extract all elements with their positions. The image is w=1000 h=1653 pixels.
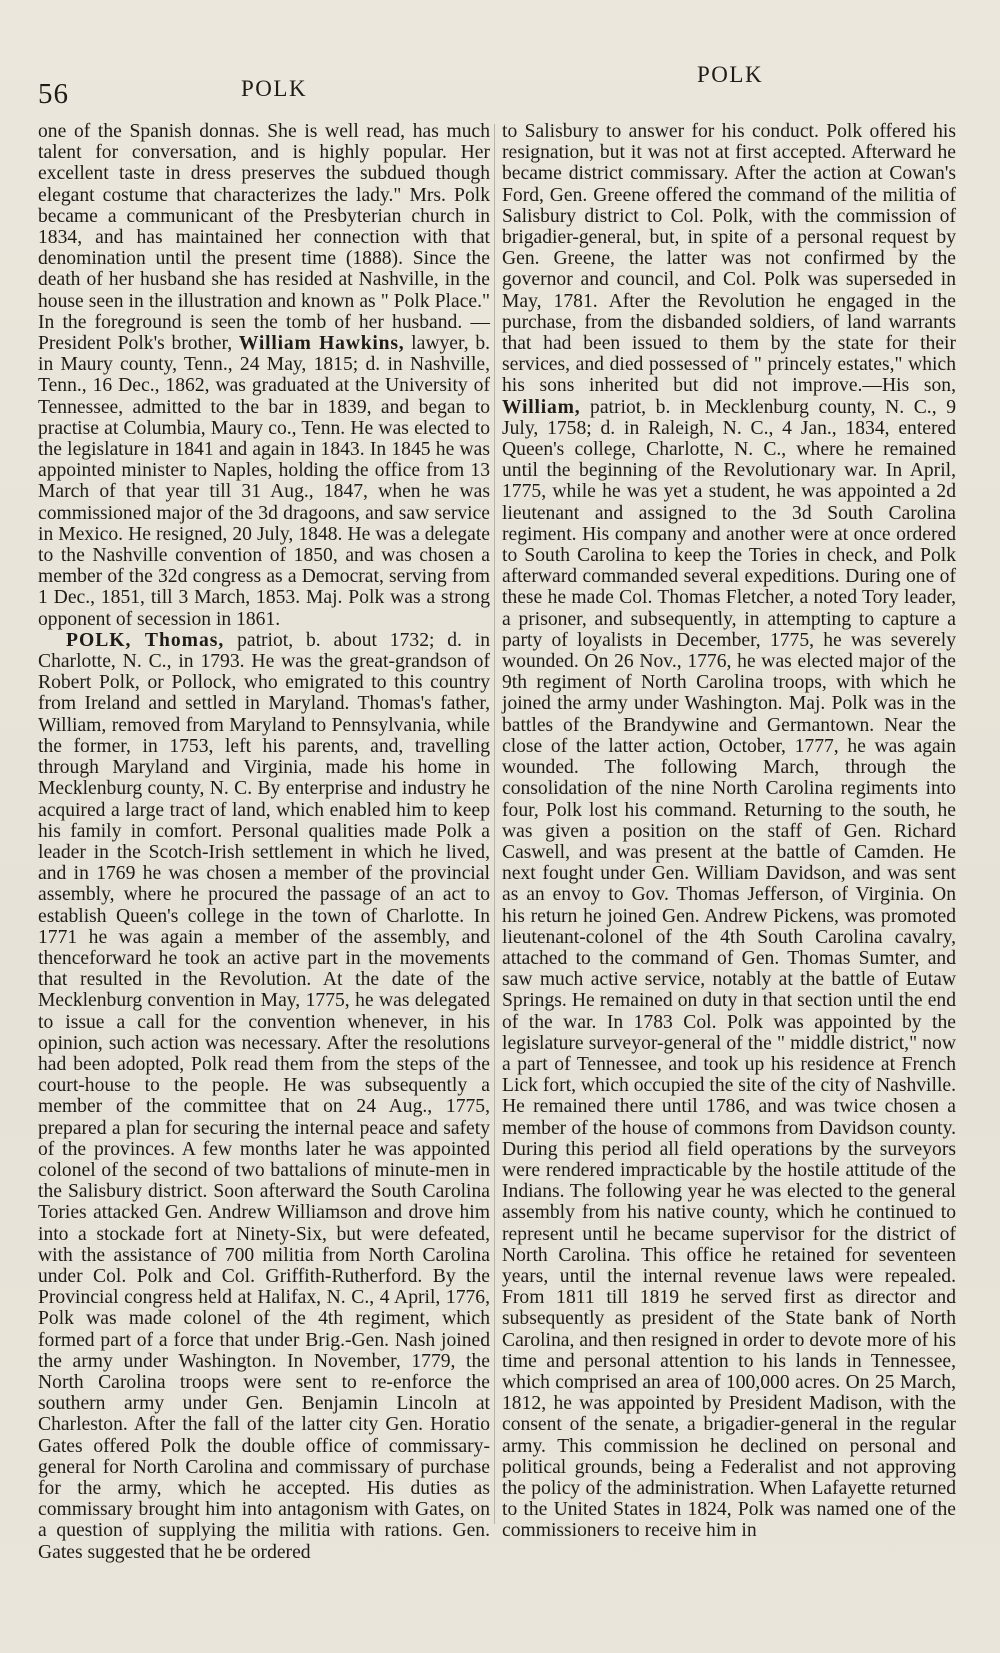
right-column [502, 121, 956, 1542]
paragraph-text: lawyer, b. in Maury county, Tenn., 24 May, 1815; d. in Nashville, Tenn., 16 Dec., 1862, was graduated at the University of Tennessee, admitted to the bar in 1839, and began to practise at Columbia, Maury co., Tenn. He was elected to the legislature in 1841 and again in 1843. In 1845 he was appointed minister to Naples, holding the office from 13 March of that year till 31 Aug., 1847, when he was commissioned major of the 3d dragoons, and saw service in Mexico. He resigned, 20 July, 1848. He was a delegate to the Nashville convention of 1850, and was chosen a member of the 32d congress as a Democrat, serving from 1 Dec., 1851, till 3 March, 1853. Maj. Polk was a strong opponent of secession in 1861. [38, 333, 491, 630]
left-column [38, 121, 490, 1563]
polk-sarah-continuation-paragraph [38, 121, 490, 630]
subentry-name-william-hawkins: William Hawkins, [238, 333, 405, 355]
paragraph-text: patriot, b. in Mecklenburg county, N. C., 9 July, 1758; d. in Raleigh, N. C., 4 Jan., 1834, entered Queen's college, Charlotte, N. C., where he remained until the beginning of the Revolutionary war. In April, 1775, while he was yet a student, he was appointed a 2d lieutenant and assigned to the 3d South Carolina regiment. His company and another were at once ordered to South Carolina to keep the Tories in check, and Polk afterward commanded several expeditions. During one of these he made Col. Thomas Fletcher, a noted Tory leader, a prisoner, and subsequently, in attempting to capture a party of loyalists in December, 1775, he was severely wounded. On 26 Nov., 1776, he was elected major of the 9th regiment of North Carolina troops, with which he joined the army under Washington. Maj. Polk was in the battles of the Brandywine and Germantown. Near the close of the latter action, October, 1777, he was again wounded. The following March, through the consolidation of the nine North Carolina regiments into four, Polk lost his command. Returning to the south, he was given a position on the staff of Gen. Richard Caswell, and was present at the battle of Camden. He next fought under Gen. William Davidson, and was sent as an envoy to Gov. Thomas Jefferson, of Virginia. On his return he joined Gen. Andrew Pickens, was promoted lieutenant-colonel of the 4th South Carolina cavalry, attached to the command of Gen. Thomas Sumter, and saw much active service, notably at the battle of Eutaw Springs. He remained on duty in that section until the end of the war. In 1783 Col. Polk was appointed by the legislature surveyor-general of the " middle district," now a part of Tennessee, and took up his residence at French Lick fort, which occupied the site of the city of Nashville. He remained there until 1786, and was twice chosen a member of the house of commons from Davidson county. During this period all field operations by the surveyors were rendered impracticable by the hostile attitude of the Indians. The following year he was elected to the general assembly from his native county, which he continued to represent until he became supervisor for the district of North Carolina. This office he retained for seventeen years, until the internal revenue laws were repealed. From 1811 till 1819 he served first as director and subsequently as president of the State bank of North Carolina, and then resigned in order to devote more of his time and personal attention to his lands in Tennessee, which comprised an area of 100,000 acres. On 25 March, 1812, he was appointed by President Madison, with the consent of the senate, a brigadier-general in the regular army. This commission he declined on personal and political grounds, being a Federalist and not approving the policy of the administration. When Lafayette returned to the United States in 1824, Polk was named one of the commissioners to receive him in [502, 396, 956, 1542]
paragraph-text: patriot, b. about 1732; d. in Charlotte, N. C., in 1793. He was the great-grandson of Robert Polk, or Pollock, who emigrated to this country from Ireland and settled in Maryland. Thomas's father, William, removed from Maryland to Pennsylvania, while the former, in 1753, left his parents, and, travelling through Maryland and Virginia, made his home in Mecklenburg county, N. C. By enterprise and industry he acquired a large tract of land, which enabled him to keep his family in comfort. Personal qualities made Polk a leader in the Scotch-Irish settlement in which he lived, and in 1769 he was chosen a member of the provincial assembly, where he procured the passage of an act to establish Queen's college in the town of Charlotte. In 1771 he was again a member of the assembly, and thenceforward he took an active part in the movements that resulted in the Revolution. At the date of the Mecklenburg convention in May, 1775, he was delegated to issue a call for the convention whenever, in his opinion, such action was necessary. After the resolutions had been adopted, Polk read them from the steps of the court-house to the people. He was subsequently a member of the committee that on 24 Aug., 1775, prepared a plan for securing the internal peace and safety of the provinces. A few months later he was appointed colonel of the second of two battalions of minute-men in the Salisbury district. Soon afterward the South Carolina Tories attacked Gen. Andrew Williamson and drove him into a stockade fort at Ninety-Six, but were defeated, with the assistance of 700 militia from North Carolina under Col. Polk and Col. Griffith-Rutherford. By the Provincial congress held at Halifax, N. C., 4 April, 1776, Polk was made colonel of the 4th regiment, which formed part of a force that under Brig.-Gen. Nash joined the army under Washington. In November, 1779, the North Carolina troops were sent to re-enforce the southern army under Gen. Benjamin Lincoln at Charleston. After the fall of the latter city Gen. Horatio Gates offered Polk the double office of commissary-general for North Carolina and commissary of purchase for the army, which he accepted. His duties as commissary brought him into antagonism with Gates, on a question of supplying the militia with rations. Gen. Gates suggested that he be ordered [38, 629, 490, 1563]
running-head-left: POLK [241, 76, 308, 101]
running-head-right: POLK [697, 62, 764, 87]
page-number: 56 [38, 78, 69, 110]
polk-thomas-entry [38, 630, 490, 1563]
column-divider [494, 124, 495, 1524]
subentry-name-william: William, [502, 396, 581, 418]
paragraph-text: to Salisbury to answer for his conduct. Polk offered his resignation, but it was not at first accepted. Afterward he became district commissary. After the action at Cowan's Ford, Gen. Greene offered the command of the militia of Salisbury district to Col. Polk, with the commission of brigadier-general, but, in spite of a personal request by Gen. Greene, the latter was not confirmed by the governor and council, and Col. Polk was superseded in May, 1781. After the Revolution he engaged in the purchase, from the disbanded soldiers, of land warrants that had been issued to them by the state for their services, and died possessed of " princely estates," which his sons inherited but did not improve.—His son, [502, 121, 956, 397]
polk-thomas-continuation-paragraph [502, 121, 956, 1542]
entry-headword-polk-thomas: POLK, Thomas, [66, 629, 225, 651]
paragraph-text: one of the Spanish donnas. She is well read, has much talent for conversation, and is highly popular. Her excellent taste in dress preserves the subdued though elegant costume that characterizes the lady." Mrs. Polk became a communicant of the Presbyterian church in 1834, and has maintained her connection with that denomination until the present time (1888). Since the death of her husband she has resided at Nashville, in the house seen in the illustration and known as " Polk Place." In the foreground is seen the tomb of her husband. —President Polk's brother, [38, 121, 490, 355]
